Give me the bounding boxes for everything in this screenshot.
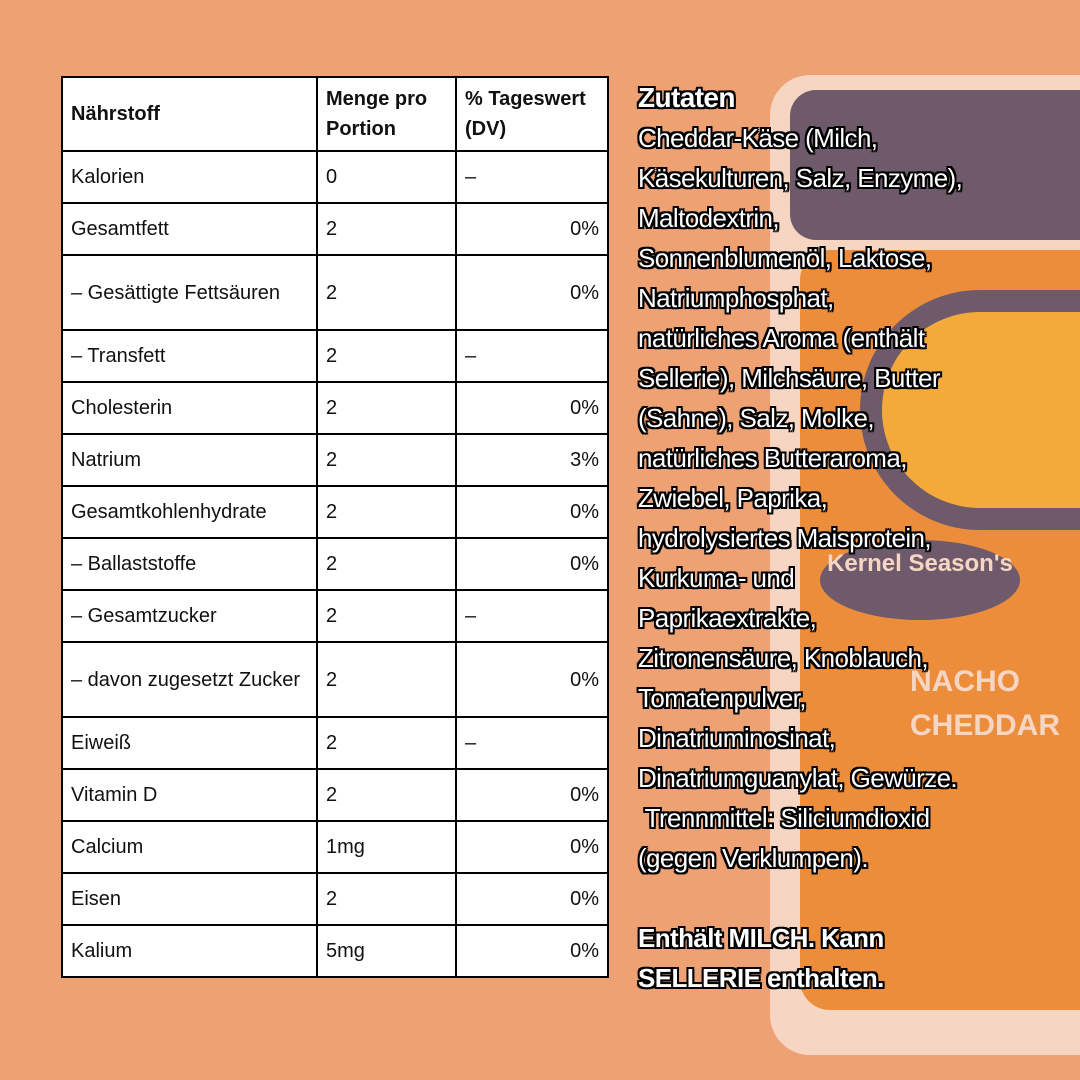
- table-row: [62, 151, 608, 203]
- amount-cell: 2: [317, 434, 456, 486]
- ingredients-line: Maltodextrin,: [638, 203, 780, 233]
- ingredients-line: (gegen Verklumpen).: [638, 843, 868, 873]
- brand-logo: Kernel Season's: [820, 540, 1020, 620]
- table-row: [62, 769, 608, 821]
- allergen-line: SELLERIE enthalten.: [638, 963, 884, 993]
- nutrient-cell: – davon zugesetzt Zucker: [62, 642, 317, 717]
- ingredients-line: Trennmittel: Siliciumdioxid: [638, 803, 930, 833]
- product-name: NACHO CHEDDAR: [910, 665, 1060, 742]
- dv-cell: 3%: [456, 434, 608, 486]
- header-amount: Menge pro Portion: [317, 77, 456, 151]
- nutrient-cell: Gesamtfett: [62, 203, 317, 255]
- dv-cell: 0%: [456, 203, 608, 255]
- nutrient-cell: – Ballaststoffe: [62, 538, 317, 590]
- ingredients-line: (Sahne), Salz, Molke,: [638, 403, 874, 433]
- nutrient-cell: Kalorien: [62, 151, 317, 203]
- amount-cell: 1mg: [317, 821, 456, 873]
- amount-cell: 5mg: [317, 925, 456, 977]
- header-nutrient: Nährstoff: [62, 77, 317, 151]
- table-row: [62, 642, 608, 717]
- nutrient-cell: Vitamin D: [62, 769, 317, 821]
- ingredients-line: Tomatenpulver,: [638, 683, 806, 713]
- ingredients-line: Dinatriuminosinat,: [638, 723, 836, 753]
- ingredients-line: Zitronensäure, Knoblauch,: [638, 643, 928, 673]
- nutrient-cell: Natrium: [62, 434, 317, 486]
- table-header-row: [62, 77, 608, 151]
- table-row: [62, 255, 608, 330]
- table-row: [62, 873, 608, 925]
- allergen-line: Enthält MILCH. Kann: [638, 923, 884, 953]
- ingredients-line: Dinatriumguanylat, Gewürze.: [638, 763, 958, 793]
- amount-cell: 2: [317, 382, 456, 434]
- table-row: [62, 486, 608, 538]
- dv-cell: 0%: [456, 821, 608, 873]
- amount-cell: 2: [317, 590, 456, 642]
- table-row: [62, 925, 608, 977]
- amount-cell: 2: [317, 486, 456, 538]
- dv-cell: 0%: [456, 769, 608, 821]
- nutrient-cell: Calcium: [62, 821, 317, 873]
- ingredients-line: Natriumphosphat,: [638, 283, 834, 313]
- ingredients-line: Käsekulturen, Salz, Enzyme),: [638, 163, 963, 193]
- dv-cell: 0%: [456, 925, 608, 977]
- nutrient-cell: Eisen: [62, 873, 317, 925]
- table-row: [62, 330, 608, 382]
- nutrient-cell: Kalium: [62, 925, 317, 977]
- dv-cell: –: [456, 717, 608, 769]
- ingredients-line: natürliches Butteraroma,: [638, 443, 907, 473]
- amount-cell: 2: [317, 330, 456, 382]
- table-row: [62, 434, 608, 486]
- amount-cell: 0: [317, 151, 456, 203]
- amount-cell: 2: [317, 717, 456, 769]
- dv-cell: –: [456, 590, 608, 642]
- amount-cell: 2: [317, 769, 456, 821]
- ingredients-line: Zwiebel, Paprika,: [638, 483, 828, 513]
- header-dv: % Tageswert (DV): [456, 77, 608, 151]
- nutrient-cell: Gesamtkohlenhydrate: [62, 486, 317, 538]
- ingredients-line: Kurkuma- und: [638, 563, 795, 593]
- ingredients-line: hydrolysiertes Maisprotein,: [638, 523, 932, 553]
- dv-cell: –: [456, 330, 608, 382]
- table-row: [62, 590, 608, 642]
- nutrient-cell: Eiweiß: [62, 717, 317, 769]
- table-row: [62, 717, 608, 769]
- dv-cell: 0%: [456, 873, 608, 925]
- amount-cell: 2: [317, 642, 456, 717]
- dv-cell: 0%: [456, 382, 608, 434]
- ingredients-line: Sonnenblumenöl, Laktose,: [638, 243, 932, 273]
- ingredients-line: Cheddar-Käse (Milch,: [638, 123, 878, 153]
- amount-cell: 2: [317, 873, 456, 925]
- ingredients-line: natürliches Aroma (enthält: [638, 323, 925, 353]
- dv-cell: –: [456, 151, 608, 203]
- amount-cell: 2: [317, 538, 456, 590]
- table-row: [62, 203, 608, 255]
- ingredients-panel: [638, 78, 1078, 998]
- nutrition-table: [61, 76, 609, 978]
- nutrient-cell: Cholesterin: [62, 382, 317, 434]
- table-row: [62, 821, 608, 873]
- ingredients-line: Sellerie), Milchsäure, Butter: [638, 363, 940, 393]
- nutrient-cell: – Gesamtzucker: [62, 590, 317, 642]
- nutrient-cell: – Gesättigte Fettsäuren: [62, 255, 317, 330]
- ingredients-title: Zutaten: [638, 82, 735, 113]
- table-row: [62, 538, 608, 590]
- amount-cell: 2: [317, 255, 456, 330]
- dv-cell: 0%: [456, 255, 608, 330]
- dv-cell: 0%: [456, 642, 608, 717]
- ingredients-line: Paprikaextrakte,: [638, 603, 817, 633]
- dv-cell: 0%: [456, 486, 608, 538]
- amount-cell: 2: [317, 203, 456, 255]
- table-row: [62, 382, 608, 434]
- dv-cell: 0%: [456, 538, 608, 590]
- nutrient-cell: – Transfett: [62, 330, 317, 382]
